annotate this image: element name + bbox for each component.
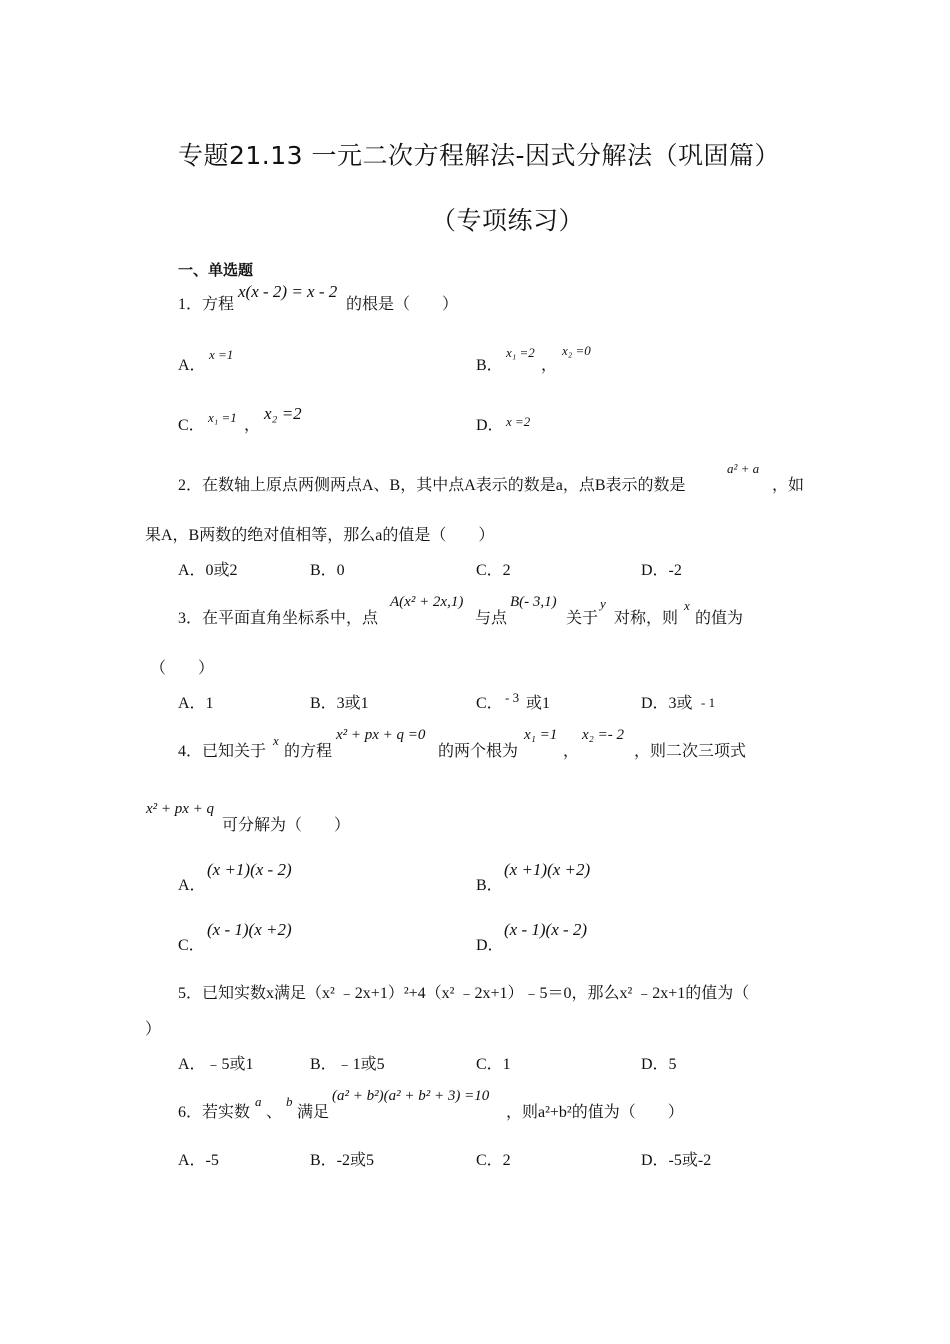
question-6-prefix: 6．若实数 <box>178 1104 251 1121</box>
q3-option-b: B．3或1 <box>310 695 369 712</box>
question-6-mid-2: 满足 <box>297 1104 330 1121</box>
question-3-mid-1: 与点 <box>475 610 508 627</box>
question-2-line-2: 果A，B两数的绝对值相等，那么a的值是（ ） <box>145 527 495 544</box>
question-6-var-a: a <box>255 1094 262 1109</box>
q4-option-c-math: (x - 1)(x +2) <box>207 920 292 939</box>
question-2-line-1-end: ，如 <box>772 477 805 494</box>
question-4-line-2-suffix: 可分解为（ ） <box>222 817 351 834</box>
q4-option-b-label: B． <box>476 877 503 894</box>
question-3-point-a: A(x² + 2x,1) <box>390 594 464 610</box>
question-3-var: x <box>684 598 690 613</box>
q1-option-b-label: B． <box>476 357 503 374</box>
q2-option-d: D．-2 <box>641 562 682 579</box>
question-6-mid-1: 、 <box>266 1104 283 1121</box>
q1-option-c-math-2: x₂ =2 <box>264 404 302 423</box>
page-title: 专题21.13 一元二次方程解法-因式分解法（巩固篇） <box>178 141 781 170</box>
q3-option-c-math: - 3 <box>505 690 520 705</box>
q1-option-d-math: x =2 <box>506 414 531 429</box>
q5-option-d: D．5 <box>641 1056 677 1073</box>
question-3-suffix: 的值为 <box>695 610 744 627</box>
q3-option-d-text: D．3或 <box>641 695 693 712</box>
q1-option-a-math: x =1 <box>209 347 234 362</box>
q1-option-d-label: D． <box>476 417 504 434</box>
question-2-line-1: 2．在数轴上原点两侧两点A、B，其中点A表示的数是a，点B表示的数是 <box>178 477 686 494</box>
question-4-var: x <box>273 733 279 748</box>
q1-option-b-separator: ， <box>541 357 558 374</box>
q4-option-b-math: (x +1)(x +2) <box>504 860 591 879</box>
q5-option-c: C．1 <box>476 1056 511 1073</box>
q4-option-a-math: (x +1)(x - 2) <box>207 860 292 879</box>
question-1-prefix: 1．方程 <box>178 296 235 313</box>
question-1-suffix: 的根是（ ） <box>346 296 459 313</box>
question-3-axis: y <box>600 596 606 611</box>
q2-option-a: A．0或2 <box>178 562 238 579</box>
question-6-suffix: ，则a²+b²的值为（ ） <box>506 1104 684 1121</box>
question-3-line-2: （ ） <box>150 660 215 677</box>
q2-option-b: B．0 <box>310 562 345 579</box>
question-4-polynomial: x² + px + q <box>146 801 215 817</box>
question-6-var-b: b <box>286 1094 293 1109</box>
question-3-point-b: B(- 3,1) <box>510 594 557 610</box>
question-4-separator: ， <box>563 743 580 760</box>
q6-option-d: D．-5或-2 <box>641 1152 712 1169</box>
question-2-math: a² + a <box>727 461 760 476</box>
question-3-prefix: 3．在平面直角坐标系中，点 <box>178 610 379 627</box>
q4-option-d-math: (x - 1)(x - 2) <box>504 920 588 939</box>
q1-option-b-math-2: x₂ =0 <box>562 343 591 358</box>
question-4-equation: x² + px + q =0 <box>336 727 426 743</box>
q6-option-a: A．-5 <box>178 1152 219 1169</box>
question-4-root-2: x₂ =- 2 <box>582 727 624 743</box>
q1-option-a-label: A． <box>178 357 206 374</box>
section-heading: 一、单选题 <box>178 261 254 279</box>
q1-option-c-math-1: x₁ =1 <box>208 410 237 425</box>
question-4-root-1: x₁ =1 <box>524 727 558 743</box>
q3-option-c-label: C． <box>476 695 503 712</box>
question-1-equation: x(x - 2) = x - 2 <box>238 282 338 301</box>
q6-option-c: C．2 <box>476 1152 511 1169</box>
q4-option-c-label: C． <box>178 937 205 954</box>
question-5-line-2: ） <box>145 1021 162 1038</box>
q4-option-d-label: D． <box>476 937 504 954</box>
q3-option-d-math: - 1 <box>701 695 716 710</box>
question-4-prefix: 4．已知关于 <box>178 743 267 760</box>
question-6-equation: (a² + b²)(a² + b² + 3) =10 <box>332 1088 490 1104</box>
q2-option-c: C．2 <box>476 562 511 579</box>
page-subtitle: （专项练习） <box>431 206 585 235</box>
question-4-suffix: ，则二次三项式 <box>634 743 747 760</box>
q5-option-a: A．﹣5或1 <box>178 1056 254 1073</box>
q6-option-b: B．-2或5 <box>310 1152 375 1169</box>
q1-option-c-label: C． <box>178 417 205 434</box>
q3-option-a: A．1 <box>178 695 214 712</box>
question-3-mid-2: 关于 <box>566 610 599 627</box>
q3-option-c-text: 或1 <box>526 695 551 712</box>
question-4-mid-1: 的方程 <box>284 743 333 760</box>
q1-option-c-separator: ， <box>244 417 261 434</box>
question-4-mid-2: 的两个根为 <box>438 743 519 760</box>
q4-option-a-label: A． <box>178 877 206 894</box>
q1-option-b-math-1: x₁ =2 <box>506 345 535 360</box>
question-5-line-1: 5．已知实数x满足（x² ﹣2x+1）²+4（x² ﹣2x+1）﹣5＝0，那么x² ﹣2x+1的值为（ <box>178 985 750 1002</box>
q5-option-b: B．﹣1或5 <box>310 1056 385 1073</box>
question-3-mid-3: 对称，则 <box>614 610 679 627</box>
